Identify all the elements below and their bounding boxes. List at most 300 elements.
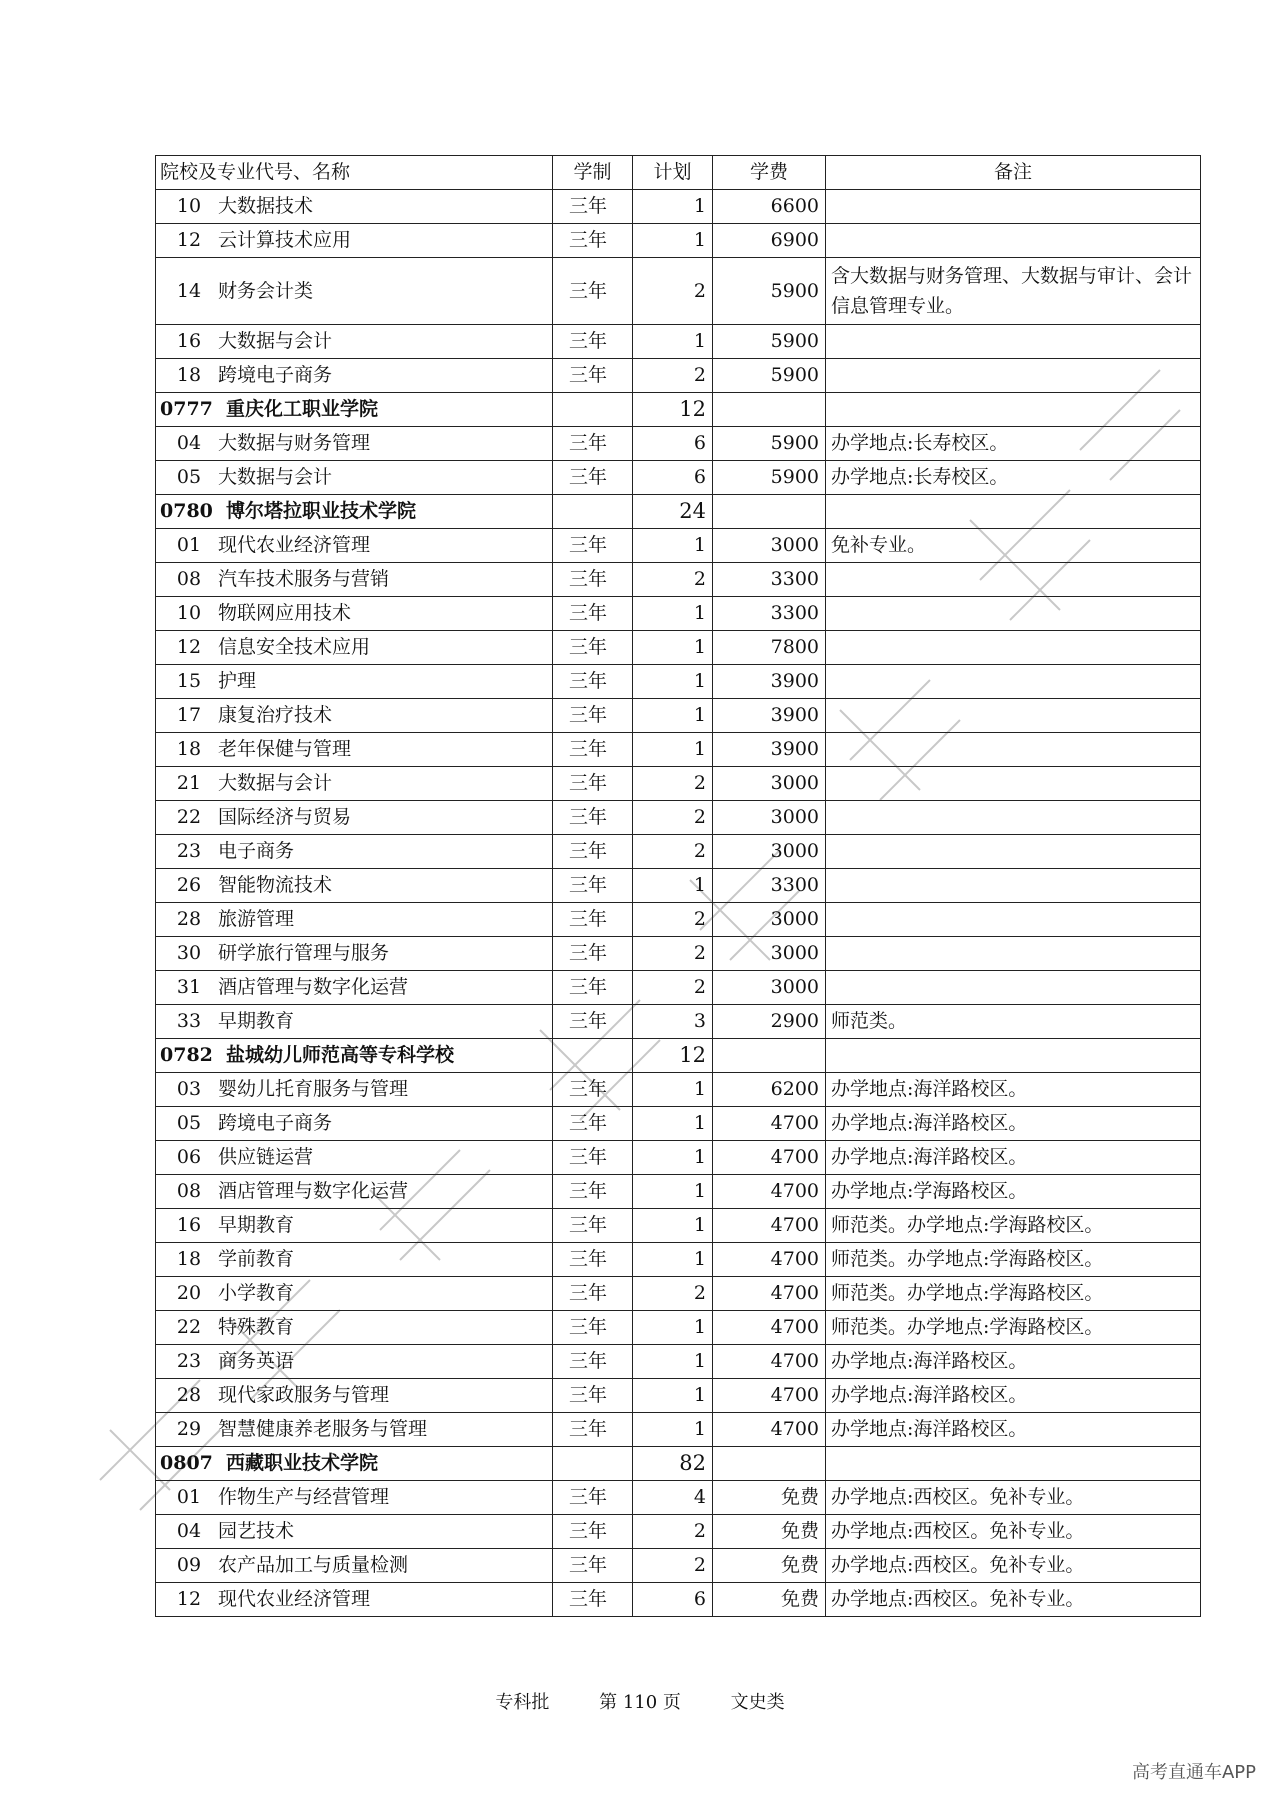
code-text: 09 — [176, 1554, 202, 1576]
name-cell — [156, 1515, 553, 1549]
plan-cell: 1 — [633, 1311, 713, 1345]
name-cell — [156, 1005, 553, 1039]
plan-cell: 1 — [633, 190, 713, 224]
fee-cell: 3000 — [713, 835, 826, 869]
duration-cell: 三年 — [553, 258, 633, 325]
note-cell — [826, 563, 1201, 597]
code-text: 16 — [176, 330, 202, 352]
name-text: 学前教育 — [218, 1248, 295, 1270]
code-text: 17 — [176, 704, 202, 726]
duration-cell: 三年 — [553, 563, 633, 597]
note-cell: 师范类。办学地点:学海路校区。 — [826, 1243, 1201, 1277]
school-row — [156, 1039, 1201, 1073]
name-text: 大数据技术 — [218, 195, 314, 217]
name-text: 信息安全技术应用 — [218, 636, 371, 658]
major-row — [156, 631, 1201, 665]
name-cell — [156, 359, 553, 393]
fee-cell — [713, 1447, 826, 1481]
plan-cell: 1 — [633, 699, 713, 733]
fee-cell — [713, 1039, 826, 1073]
code-text: 0780 — [160, 500, 213, 522]
note-cell — [826, 359, 1201, 393]
fee-cell: 4700 — [713, 1175, 826, 1209]
fee-cell: 6900 — [713, 224, 826, 258]
major-row — [156, 1277, 1201, 1311]
name-cell — [156, 903, 553, 937]
plan-cell: 1 — [633, 1345, 713, 1379]
name-text: 云计算技术应用 — [218, 229, 352, 251]
plan-cell: 1 — [633, 1107, 713, 1141]
name-text: 农产品加工与质量检测 — [218, 1554, 409, 1576]
code-text: 05 — [176, 466, 202, 488]
note-cell — [826, 631, 1201, 665]
name-cell — [156, 529, 553, 563]
code-text: 10 — [176, 602, 202, 624]
name-cell — [156, 835, 553, 869]
note-cell: 办学地点:西校区。免补专业。 — [826, 1481, 1201, 1515]
name-text: 现代家政服务与管理 — [218, 1384, 390, 1406]
fee-cell: 5900 — [713, 258, 826, 325]
note-cell: 办学地点:海洋路校区。 — [826, 1413, 1201, 1447]
code-text: 06 — [176, 1146, 202, 1168]
school-row — [156, 495, 1201, 529]
note-cell: 办学地点:长寿校区。 — [826, 461, 1201, 495]
major-row — [156, 1515, 1201, 1549]
school-row — [156, 1447, 1201, 1481]
major-row — [156, 767, 1201, 801]
name-text: 国际经济与贸易 — [218, 806, 352, 828]
plan-cell: 2 — [633, 937, 713, 971]
header-duration: 学制 — [553, 156, 633, 190]
duration-cell: 三年 — [553, 1005, 633, 1039]
fee-cell: 5900 — [713, 427, 826, 461]
fee-cell: 4700 — [713, 1345, 826, 1379]
plan-cell: 2 — [633, 359, 713, 393]
code-text: 26 — [176, 874, 202, 896]
name-text: 供应链运营 — [218, 1146, 314, 1168]
major-row — [156, 1413, 1201, 1447]
major-row — [156, 801, 1201, 835]
header-fee: 学费 — [713, 156, 826, 190]
duration-cell: 三年 — [553, 801, 633, 835]
duration-cell: 三年 — [553, 1583, 633, 1617]
page-footer — [0, 1688, 1280, 1714]
plan-cell: 12 — [633, 393, 713, 427]
note-cell — [826, 190, 1201, 224]
duration-cell: 三年 — [553, 1175, 633, 1209]
fee-cell: 4700 — [713, 1107, 826, 1141]
note-cell — [826, 325, 1201, 359]
name-text: 跨境电子商务 — [218, 1112, 333, 1134]
note-cell — [826, 1447, 1201, 1481]
name-cell — [156, 1311, 553, 1345]
name-text: 现代农业经济管理 — [218, 534, 371, 556]
note-cell: 含大数据与财务管理、大数据与审计、会计信息管理专业。 — [826, 258, 1201, 325]
plan-cell: 1 — [633, 1243, 713, 1277]
code-text: 12 — [176, 636, 202, 658]
major-row — [156, 1379, 1201, 1413]
duration-cell: 三年 — [553, 1141, 633, 1175]
code-text: 14 — [176, 280, 202, 302]
fee-cell: 3300 — [713, 597, 826, 631]
duration-cell: 三年 — [553, 937, 633, 971]
major-row — [156, 258, 1201, 325]
name-cell — [156, 1175, 553, 1209]
name-cell — [156, 325, 553, 359]
duration-cell — [553, 495, 633, 529]
major-row — [156, 869, 1201, 903]
name-text: 财务会计类 — [218, 280, 314, 302]
duration-cell: 三年 — [553, 903, 633, 937]
major-row — [156, 1175, 1201, 1209]
note-cell: 办学地点:学海路校区。 — [826, 1175, 1201, 1209]
code-text: 12 — [176, 229, 202, 251]
code-text: 22 — [176, 1316, 202, 1338]
plan-cell: 1 — [633, 733, 713, 767]
app-watermark-label: 高考直通车APP — [1131, 1762, 1256, 1783]
footer-batch: 专科批 — [495, 1692, 550, 1713]
name-cell — [156, 699, 553, 733]
header-name: 院校及专业代号、名称 — [156, 156, 553, 190]
duration-cell — [553, 1447, 633, 1481]
plan-cell: 1 — [633, 869, 713, 903]
fee-cell: 3300 — [713, 563, 826, 597]
fee-cell: 4700 — [713, 1243, 826, 1277]
code-text: 28 — [176, 908, 202, 930]
note-cell: 办学地点:西校区。免补专业。 — [826, 1583, 1201, 1617]
major-row — [156, 1549, 1201, 1583]
name-cell — [156, 190, 553, 224]
name-cell — [156, 1379, 553, 1413]
note-cell — [826, 495, 1201, 529]
duration-cell: 三年 — [553, 699, 633, 733]
code-text: 30 — [176, 942, 202, 964]
name-cell — [156, 1413, 553, 1447]
enrollment-table — [155, 155, 1201, 1617]
name-text: 特殊教育 — [218, 1316, 295, 1338]
school-row — [156, 393, 1201, 427]
name-cell — [156, 733, 553, 767]
footer-page: 第 110 页 — [599, 1692, 681, 1713]
fee-cell: 4700 — [713, 1311, 826, 1345]
name-text: 重庆化工职业学院 — [226, 398, 379, 420]
plan-cell: 2 — [633, 767, 713, 801]
name-cell — [156, 1243, 553, 1277]
table-body — [156, 190, 1201, 1617]
fee-cell: 5900 — [713, 461, 826, 495]
fee-cell: 3000 — [713, 903, 826, 937]
major-row — [156, 427, 1201, 461]
name-text: 物联网应用技术 — [218, 602, 352, 624]
name-cell — [156, 258, 553, 325]
note-cell: 办学地点:海洋路校区。 — [826, 1073, 1201, 1107]
duration-cell: 三年 — [553, 1413, 633, 1447]
code-text: 15 — [176, 670, 202, 692]
duration-cell: 三年 — [553, 1481, 633, 1515]
name-cell — [156, 393, 553, 427]
major-row — [156, 190, 1201, 224]
plan-cell: 1 — [633, 1379, 713, 1413]
name-cell — [156, 665, 553, 699]
name-text: 老年保健与管理 — [218, 738, 352, 760]
name-cell — [156, 1039, 553, 1073]
major-row — [156, 1005, 1201, 1039]
duration-cell: 三年 — [553, 461, 633, 495]
note-cell — [826, 1039, 1201, 1073]
duration-cell: 三年 — [553, 767, 633, 801]
note-cell: 办学地点:海洋路校区。 — [826, 1141, 1201, 1175]
name-text: 汽车技术服务与营销 — [218, 568, 390, 590]
plan-cell: 1 — [633, 325, 713, 359]
major-row — [156, 665, 1201, 699]
duration-cell: 三年 — [553, 1379, 633, 1413]
note-cell: 办学地点:海洋路校区。 — [826, 1345, 1201, 1379]
name-cell — [156, 1447, 553, 1481]
duration-cell: 三年 — [553, 597, 633, 631]
major-row — [156, 1481, 1201, 1515]
code-text: 21 — [176, 772, 202, 794]
code-text: 10 — [176, 195, 202, 217]
code-text: 08 — [176, 568, 202, 590]
duration-cell — [553, 393, 633, 427]
fee-cell: 5900 — [713, 325, 826, 359]
code-text: 23 — [176, 840, 202, 862]
name-cell — [156, 767, 553, 801]
name-cell — [156, 971, 553, 1005]
plan-cell: 6 — [633, 427, 713, 461]
name-text: 小学教育 — [218, 1282, 295, 1304]
plan-cell: 2 — [633, 1549, 713, 1583]
name-text: 作物生产与经营管理 — [218, 1486, 390, 1508]
fee-cell: 3000 — [713, 529, 826, 563]
major-row — [156, 1243, 1201, 1277]
name-text: 大数据与会计 — [218, 330, 333, 352]
name-cell — [156, 937, 553, 971]
fee-cell: 3900 — [713, 665, 826, 699]
plan-cell: 2 — [633, 563, 713, 597]
name-text: 婴幼儿托育服务与管理 — [218, 1078, 409, 1100]
name-text: 大数据与财务管理 — [218, 432, 371, 454]
major-row — [156, 325, 1201, 359]
major-row — [156, 1345, 1201, 1379]
plan-cell: 6 — [633, 461, 713, 495]
note-cell — [826, 699, 1201, 733]
duration-cell: 三年 — [553, 190, 633, 224]
fee-cell: 3000 — [713, 767, 826, 801]
fee-cell: 3000 — [713, 937, 826, 971]
note-cell — [826, 224, 1201, 258]
note-cell — [826, 597, 1201, 631]
plan-cell: 24 — [633, 495, 713, 529]
name-cell — [156, 563, 553, 597]
code-text: 22 — [176, 806, 202, 828]
note-cell: 师范类。办学地点:学海路校区。 — [826, 1311, 1201, 1345]
code-text: 03 — [176, 1078, 202, 1100]
plan-cell: 3 — [633, 1005, 713, 1039]
name-text: 现代农业经济管理 — [218, 1588, 371, 1610]
code-text: 01 — [176, 534, 202, 556]
note-cell: 免补专业。 — [826, 529, 1201, 563]
plan-cell: 2 — [633, 1515, 713, 1549]
fee-cell: 免费 — [713, 1515, 826, 1549]
name-cell — [156, 1277, 553, 1311]
major-row — [156, 699, 1201, 733]
code-text: 33 — [176, 1010, 202, 1032]
duration-cell: 三年 — [553, 835, 633, 869]
header-plan: 计划 — [633, 156, 713, 190]
name-text: 商务英语 — [218, 1350, 295, 1372]
duration-cell: 三年 — [553, 1277, 633, 1311]
note-cell: 办学地点:海洋路校区。 — [826, 1107, 1201, 1141]
name-text: 大数据与会计 — [218, 772, 333, 794]
plan-cell: 2 — [633, 835, 713, 869]
fee-cell: 免费 — [713, 1549, 826, 1583]
code-text: 18 — [176, 1248, 202, 1270]
fee-cell: 3000 — [713, 801, 826, 835]
note-cell — [826, 835, 1201, 869]
duration-cell: 三年 — [553, 1073, 633, 1107]
note-cell: 师范类。 — [826, 1005, 1201, 1039]
code-text: 0807 — [160, 1452, 213, 1474]
name-text: 酒店管理与数字化运营 — [218, 976, 409, 998]
plan-cell: 1 — [633, 1141, 713, 1175]
plan-cell: 6 — [633, 1583, 713, 1617]
major-row — [156, 359, 1201, 393]
code-text: 0777 — [160, 398, 213, 420]
plan-cell: 1 — [633, 631, 713, 665]
fee-cell: 3000 — [713, 971, 826, 1005]
fee-cell: 7800 — [713, 631, 826, 665]
note-cell: 师范类。办学地点:学海路校区。 — [826, 1209, 1201, 1243]
name-cell — [156, 597, 553, 631]
duration-cell: 三年 — [553, 1515, 633, 1549]
major-row — [156, 937, 1201, 971]
code-text: 18 — [176, 364, 202, 386]
code-text: 29 — [176, 1418, 202, 1440]
note-cell — [826, 393, 1201, 427]
code-text: 04 — [176, 432, 202, 454]
note-cell — [826, 665, 1201, 699]
fee-cell — [713, 495, 826, 529]
fee-cell: 免费 — [713, 1481, 826, 1515]
plan-cell: 1 — [633, 1175, 713, 1209]
duration-cell: 三年 — [553, 359, 633, 393]
name-text: 早期教育 — [218, 1214, 295, 1236]
fee-cell: 4700 — [713, 1209, 826, 1243]
fee-cell: 5900 — [713, 359, 826, 393]
code-text: 01 — [176, 1486, 202, 1508]
name-cell — [156, 1481, 553, 1515]
header-note: 备注 — [826, 156, 1201, 190]
code-text: 0782 — [160, 1044, 213, 1066]
duration-cell: 三年 — [553, 971, 633, 1005]
plan-cell: 2 — [633, 801, 713, 835]
duration-cell: 三年 — [553, 1209, 633, 1243]
plan-cell: 1 — [633, 665, 713, 699]
name-cell — [156, 461, 553, 495]
fee-cell: 免费 — [713, 1583, 826, 1617]
name-cell — [156, 1209, 553, 1243]
plan-cell: 1 — [633, 224, 713, 258]
code-text: 31 — [176, 976, 202, 998]
name-text: 博尔塔拉职业技术学院 — [226, 500, 417, 522]
name-cell — [156, 1583, 553, 1617]
note-cell — [826, 767, 1201, 801]
name-text: 盐城幼儿师范高等专科学校 — [226, 1044, 455, 1066]
name-text: 西藏职业技术学院 — [226, 1452, 379, 1474]
plan-cell: 1 — [633, 1073, 713, 1107]
code-text: 12 — [176, 1588, 202, 1610]
note-cell — [826, 937, 1201, 971]
duration-cell: 三年 — [553, 325, 633, 359]
note-cell: 办学地点:西校区。免补专业。 — [826, 1515, 1201, 1549]
name-text: 研学旅行管理与服务 — [218, 942, 390, 964]
name-text: 康复治疗技术 — [218, 704, 333, 726]
major-row — [156, 224, 1201, 258]
name-cell — [156, 1141, 553, 1175]
plan-cell: 1 — [633, 1209, 713, 1243]
code-text: 05 — [176, 1112, 202, 1134]
name-cell — [156, 427, 553, 461]
duration-cell — [553, 1039, 633, 1073]
code-text: 23 — [176, 1350, 202, 1372]
name-text: 电子商务 — [218, 840, 295, 862]
name-text: 大数据与会计 — [218, 466, 333, 488]
fee-cell: 4700 — [713, 1277, 826, 1311]
note-cell — [826, 801, 1201, 835]
duration-cell: 三年 — [553, 631, 633, 665]
note-cell: 办学地点:长寿校区。 — [826, 427, 1201, 461]
fee-cell: 4700 — [713, 1413, 826, 1447]
note-cell — [826, 869, 1201, 903]
name-cell — [156, 495, 553, 529]
major-row — [156, 1141, 1201, 1175]
major-row — [156, 733, 1201, 767]
fee-cell: 3900 — [713, 733, 826, 767]
duration-cell: 三年 — [553, 1107, 633, 1141]
footer-category: 文史类 — [730, 1692, 785, 1713]
major-row — [156, 971, 1201, 1005]
major-row — [156, 1073, 1201, 1107]
name-cell — [156, 1073, 553, 1107]
name-cell — [156, 1107, 553, 1141]
note-cell: 办学地点:西校区。免补专业。 — [826, 1549, 1201, 1583]
major-row — [156, 1107, 1201, 1141]
major-row — [156, 563, 1201, 597]
duration-cell: 三年 — [553, 427, 633, 461]
major-row — [156, 1311, 1201, 1345]
code-text: 18 — [176, 738, 202, 760]
duration-cell: 三年 — [553, 665, 633, 699]
fee-cell: 4700 — [713, 1379, 826, 1413]
plan-cell: 1 — [633, 1413, 713, 1447]
name-text: 早期教育 — [218, 1010, 295, 1032]
fee-cell — [713, 393, 826, 427]
name-cell — [156, 224, 553, 258]
note-cell: 师范类。办学地点:学海路校区。 — [826, 1277, 1201, 1311]
fee-cell: 3300 — [713, 869, 826, 903]
note-cell: 办学地点:海洋路校区。 — [826, 1379, 1201, 1413]
major-row — [156, 1583, 1201, 1617]
name-cell — [156, 1549, 553, 1583]
major-row — [156, 529, 1201, 563]
duration-cell: 三年 — [553, 733, 633, 767]
major-row — [156, 835, 1201, 869]
duration-cell: 三年 — [553, 1345, 633, 1379]
plan-cell: 2 — [633, 258, 713, 325]
name-cell — [156, 869, 553, 903]
name-cell — [156, 801, 553, 835]
